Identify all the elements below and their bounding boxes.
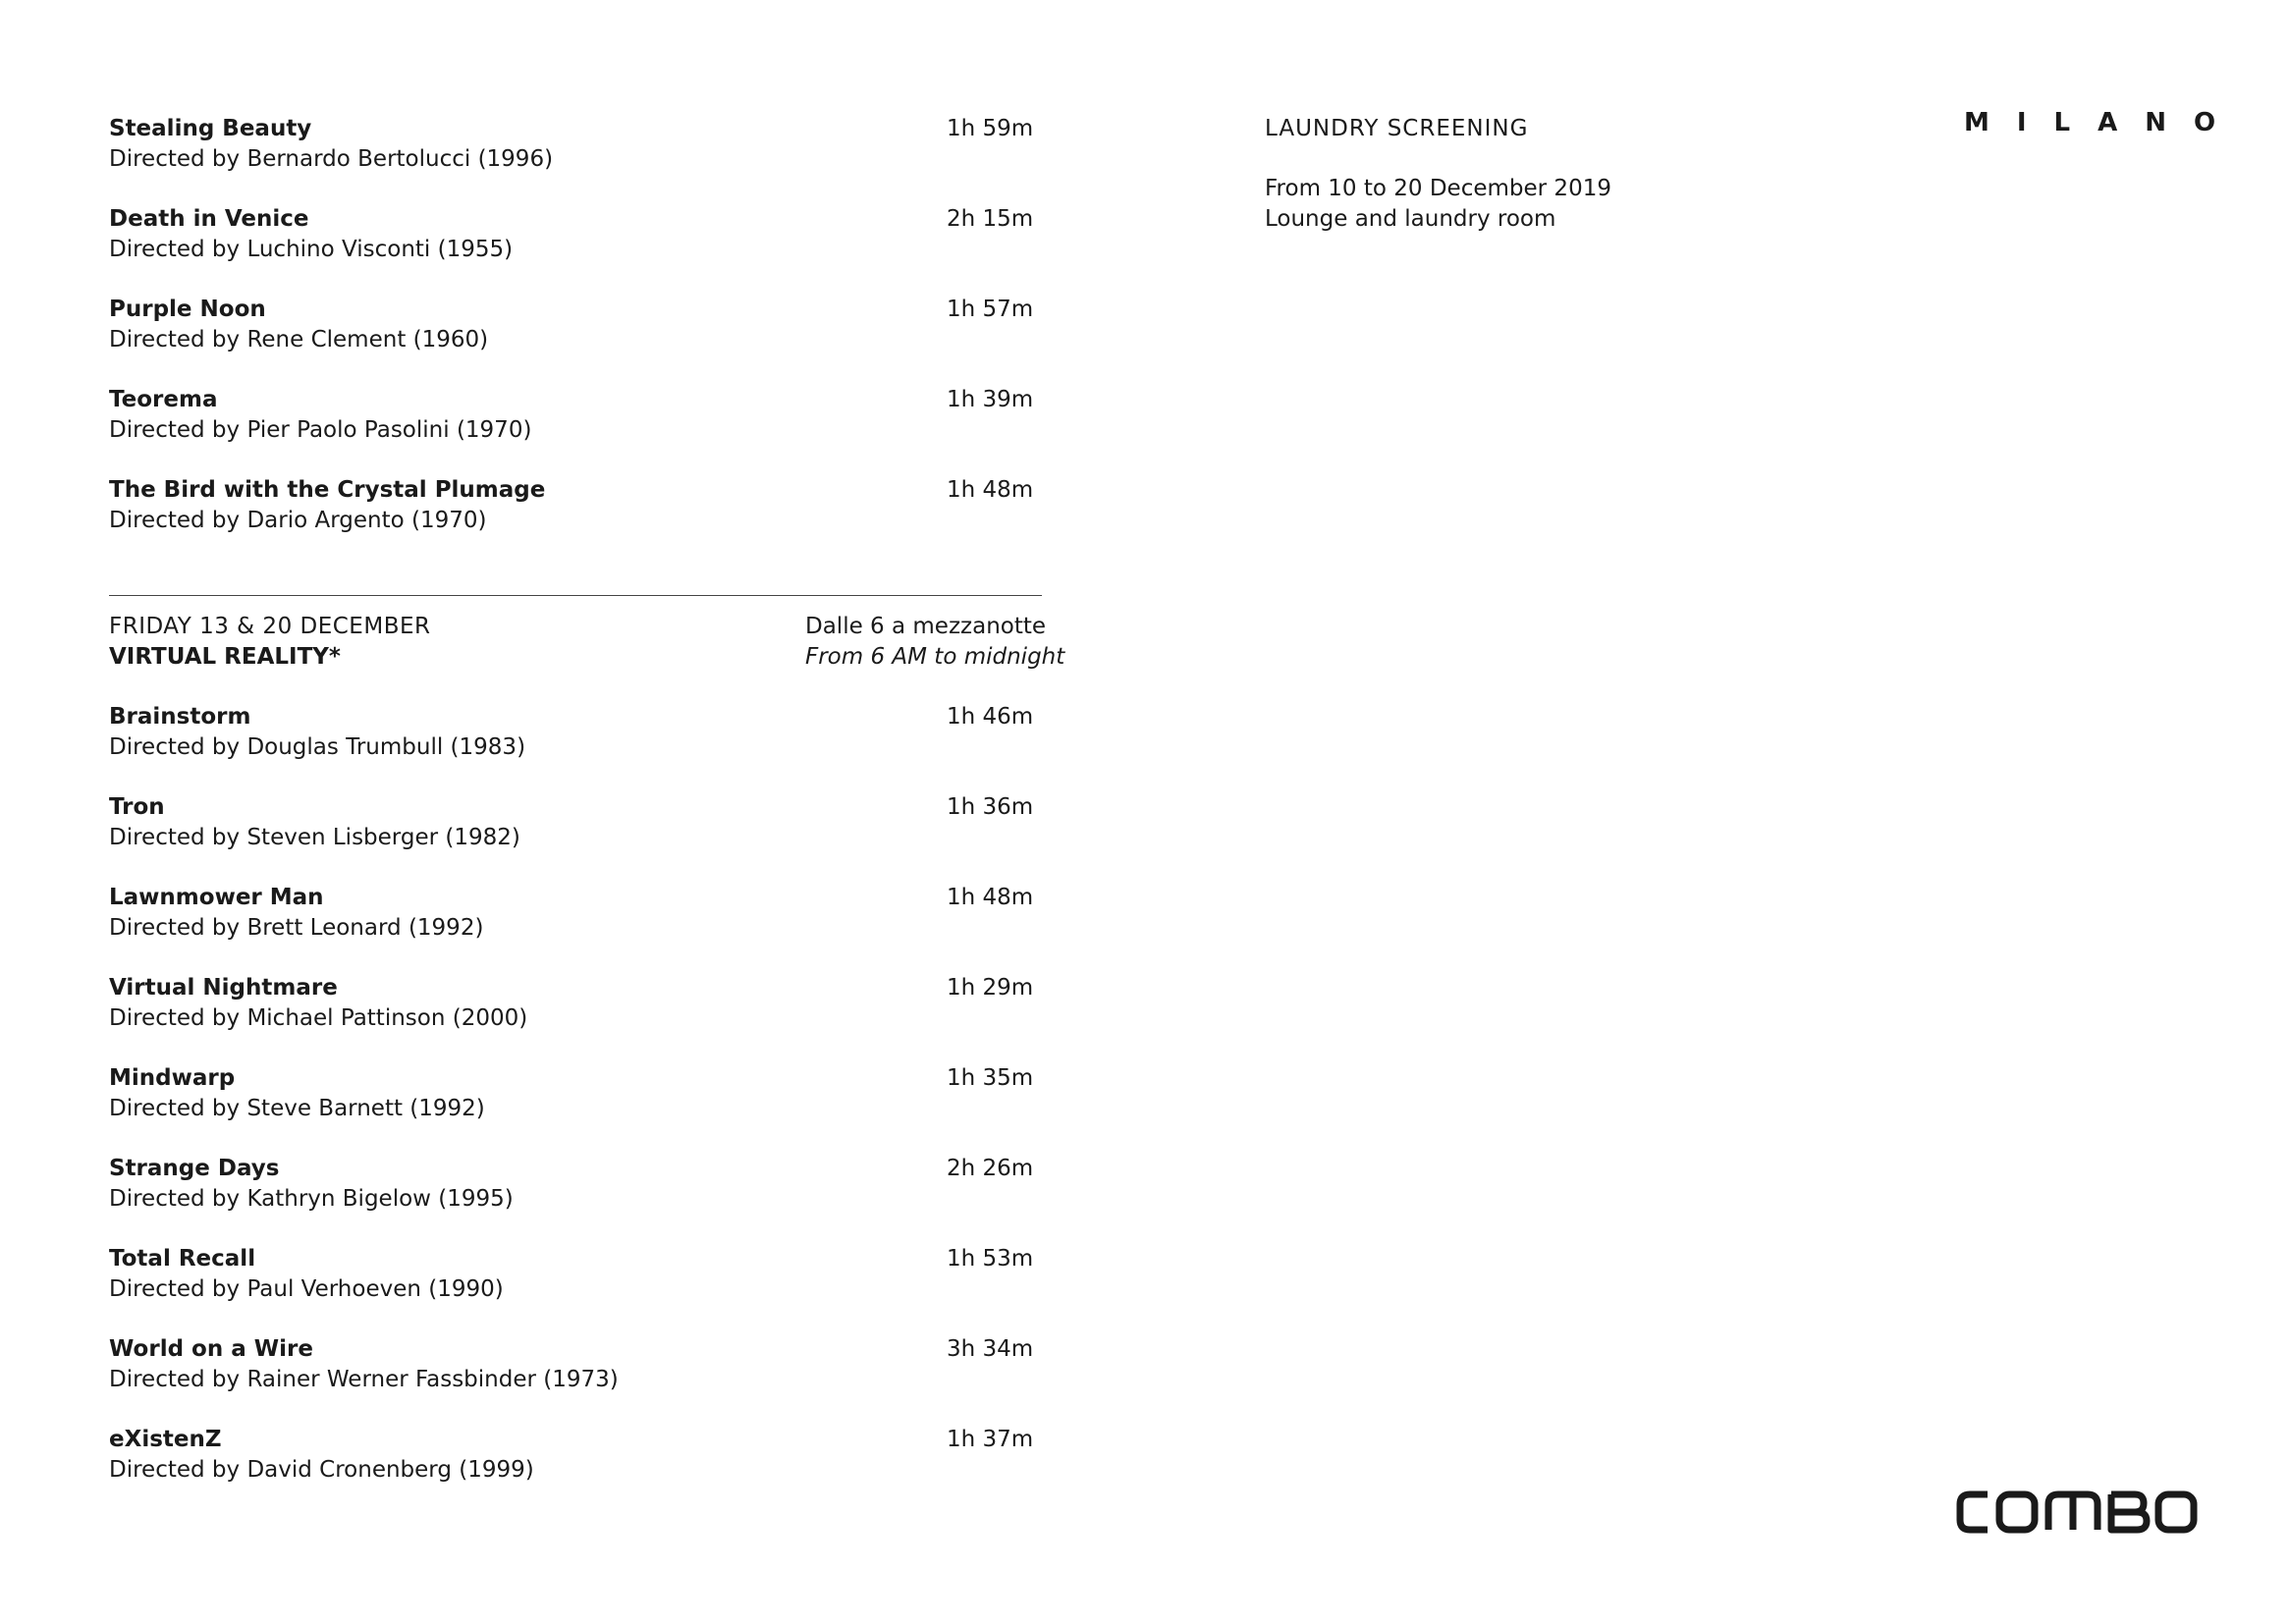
film-title: Lawnmower Man xyxy=(109,885,324,910)
film-title: Brainstorm xyxy=(109,704,251,730)
film-title: World on a Wire xyxy=(109,1336,313,1362)
section-time-english: From 6 AM to midnight xyxy=(805,644,1065,670)
film-director: Directed by Dario Argento (1970) xyxy=(109,508,487,533)
film-director: Directed by Douglas Trumbull (1983) xyxy=(109,734,526,760)
film-duration: 3h 34m xyxy=(947,1336,1034,1362)
section-date: FRIDAY 13 & 20 DECEMBER xyxy=(109,614,431,639)
film-duration: 1h 57m xyxy=(947,297,1034,322)
film-entry xyxy=(109,792,1052,883)
film-entry xyxy=(109,973,1052,1063)
film-duration: 2h 15m xyxy=(947,206,1034,232)
film-duration: 1h 59m xyxy=(947,116,1034,141)
film-list-vr xyxy=(109,702,1052,1515)
film-director: Directed by Brett Leonard (1992) xyxy=(109,915,484,941)
film-duration: 1h 48m xyxy=(947,885,1034,910)
film-duration: 1h 39m xyxy=(947,387,1034,412)
section-time-italian: Dalle 6 a mezzanotte xyxy=(805,614,1047,639)
film-duration: 1h 48m xyxy=(947,477,1034,503)
film-list-first xyxy=(109,114,1052,566)
film-entry xyxy=(109,1244,1052,1334)
film-entry xyxy=(109,385,1052,475)
film-schedule xyxy=(109,114,1065,1515)
film-entry xyxy=(109,295,1052,385)
film-entry xyxy=(109,702,1052,792)
film-director: Directed by Paul Verhoeven (1990) xyxy=(109,1276,504,1302)
film-title: Stealing Beauty xyxy=(109,116,312,141)
film-title: Teorema xyxy=(109,387,218,412)
film-duration: 2h 26m xyxy=(947,1156,1034,1181)
film-entry xyxy=(109,114,1052,204)
film-title: Total Recall xyxy=(109,1246,256,1272)
film-director: Directed by Bernardo Bertolucci (1996) xyxy=(109,146,554,172)
film-entry xyxy=(109,1334,1052,1425)
film-title: The Bird with the Crystal Plumage xyxy=(109,477,546,503)
film-title: Death in Venice xyxy=(109,206,309,232)
film-director: Directed by Steve Barnett (1992) xyxy=(109,1096,485,1121)
film-entry xyxy=(109,1154,1052,1244)
section-divider xyxy=(109,595,1042,596)
film-title: Mindwarp xyxy=(109,1065,236,1091)
film-duration: 1h 29m xyxy=(947,975,1034,1001)
film-duration: 1h 53m xyxy=(947,1246,1034,1272)
film-director: Directed by Steven Lisberger (1982) xyxy=(109,825,520,850)
city-title: MILANO xyxy=(1964,108,2244,137)
vr-section-header xyxy=(109,612,1065,672)
film-director: Directed by Rene Clement (1960) xyxy=(109,327,489,352)
section-name: VIRTUAL REALITY* xyxy=(109,644,341,670)
laundry-location: Lounge and laundry room xyxy=(1265,206,1556,232)
combo-logo-icon xyxy=(1954,1488,2200,1537)
film-entry xyxy=(109,1063,1052,1154)
film-duration: 1h 46m xyxy=(947,704,1034,730)
film-director: Directed by Rainer Werner Fassbinder (1973) xyxy=(109,1367,619,1392)
film-title: Strange Days xyxy=(109,1156,280,1181)
film-title: Tron xyxy=(109,794,165,820)
film-duration: 1h 35m xyxy=(947,1065,1034,1091)
laundry-screening-info xyxy=(1265,114,1854,235)
laundry-dates: From 10 to 20 December 2019 xyxy=(1265,176,1611,201)
section-times xyxy=(805,612,1064,673)
film-title: Purple Noon xyxy=(109,297,266,322)
film-entry xyxy=(109,883,1052,973)
film-director: Directed by Michael Pattinson (2000) xyxy=(109,1005,528,1031)
film-entry xyxy=(109,475,1052,566)
film-director: Directed by David Cronenberg (1999) xyxy=(109,1457,534,1483)
film-duration: 1h 37m xyxy=(947,1427,1034,1452)
film-entry xyxy=(109,1425,1052,1515)
film-entry xyxy=(109,204,1052,295)
film-director: Directed by Luchino Visconti (1955) xyxy=(109,237,514,262)
film-director: Directed by Kathryn Bigelow (1995) xyxy=(109,1186,514,1212)
film-title: Virtual Nightmare xyxy=(109,975,338,1001)
film-director: Directed by Pier Paolo Pasolini (1970) xyxy=(109,417,532,443)
film-title: eXistenZ xyxy=(109,1427,222,1452)
laundry-label: LAUNDRY SCREENING xyxy=(1265,116,1529,141)
film-duration: 1h 36m xyxy=(947,794,1034,820)
